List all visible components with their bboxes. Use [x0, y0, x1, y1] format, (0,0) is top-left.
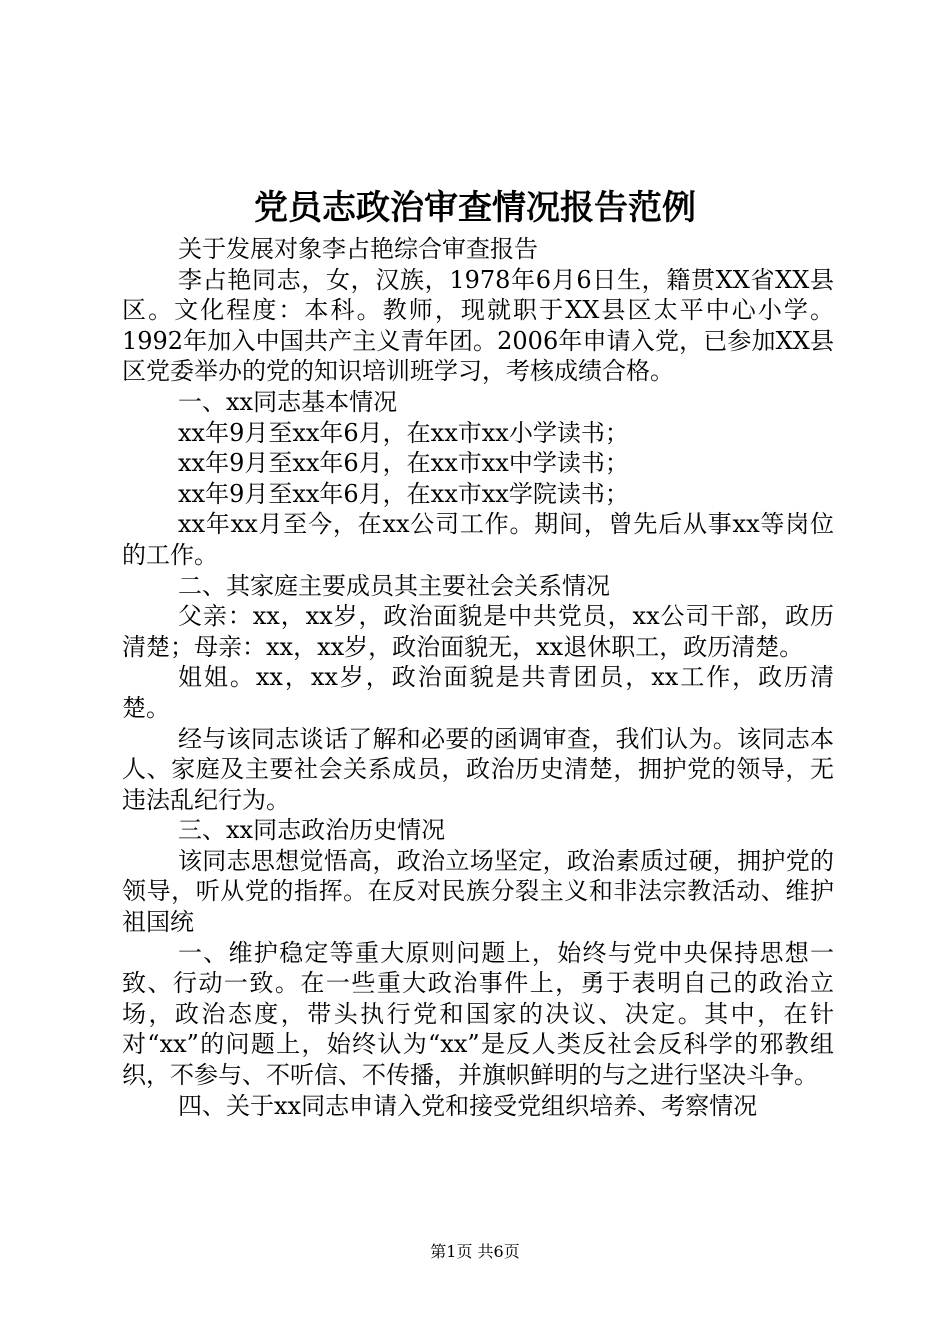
section-heading: 四、关于xx同志申请入党和接受党组织培养、考察情况 — [178, 1091, 758, 1120]
paragraph: 李占艳同志，女，汉族，1978年6月6日生，籍贯XX省XX县区。文化程度：本科。教师，现就职于XX县区太平中心小学。1992年加入中国共产主义青年团。2006年申请入党，已参加XX县区党委举办的党的知识培训班学习，考核成绩合格。 — [122, 265, 834, 386]
paragraph: 父亲：xx，xx岁，政治面貌是中共党员，xx公司干部，政历清楚；母亲：xx，xx岁，政治面貌无，xx退休职工，政历清楚。 — [122, 602, 834, 661]
paragraph: 姐姐。xx，xx岁，政治面貌是共青团员，xx工作，政历清楚。 — [122, 663, 834, 722]
paragraph: 关于发展对象李占艳综合审查报告 — [178, 235, 538, 263]
section-heading: 一、xx同志基本情况 — [178, 387, 398, 416]
document-title: 党员志政治审查情况报告范例 — [254, 188, 696, 228]
paragraph: xx年9月至xx年6月，在xx市xx学院读书； — [178, 479, 629, 508]
section-heading: 二、其家庭主要成员其主要社会关系情况 — [178, 571, 610, 600]
section-heading: 三、xx同志政治历史情况 — [178, 816, 446, 845]
paragraph: 该同志思想觉悟高，政治立场坚定，政治素质过硬，拥护党的领导，听从党的指挥。在反对民族分裂主义和非法宗教活动、维护祖国统 — [122, 846, 834, 937]
page-footer: 第1页 共6页 — [430, 1242, 520, 1261]
paragraph: xx年xx月至今，在xx公司工作。期间，曾先后从事xx等岗位的工作。 — [122, 510, 834, 569]
paragraph: xx年9月至xx年6月，在xx市xx中学读书； — [178, 449, 629, 478]
paragraph: xx年9月至xx年6月，在xx市xx小学读书； — [178, 418, 629, 447]
paragraph: 一、维护稳定等重大原则问题上，始终与党中央保持思想一致、行动一致。在一些重大政治事件上，勇于表明自己的政治立场，政治态度，带头执行党和国家的决议、决定。其中，在针对“xx”的问题上，始终认为“xx”是反人类反社会反科学的邪教组织，不参与、不听信、不传播，并旗帜鲜明的与之进行坚决斗争。 — [122, 938, 834, 1090]
paragraph: 经与该同志谈话了解和必要的函调审查，我们认为。该同志本人、家庭及主要社会关系成员，政治历史清楚，拥护党的领导，无违法乱纪行为。 — [122, 724, 834, 814]
document-body — [122, 234, 834, 1121]
